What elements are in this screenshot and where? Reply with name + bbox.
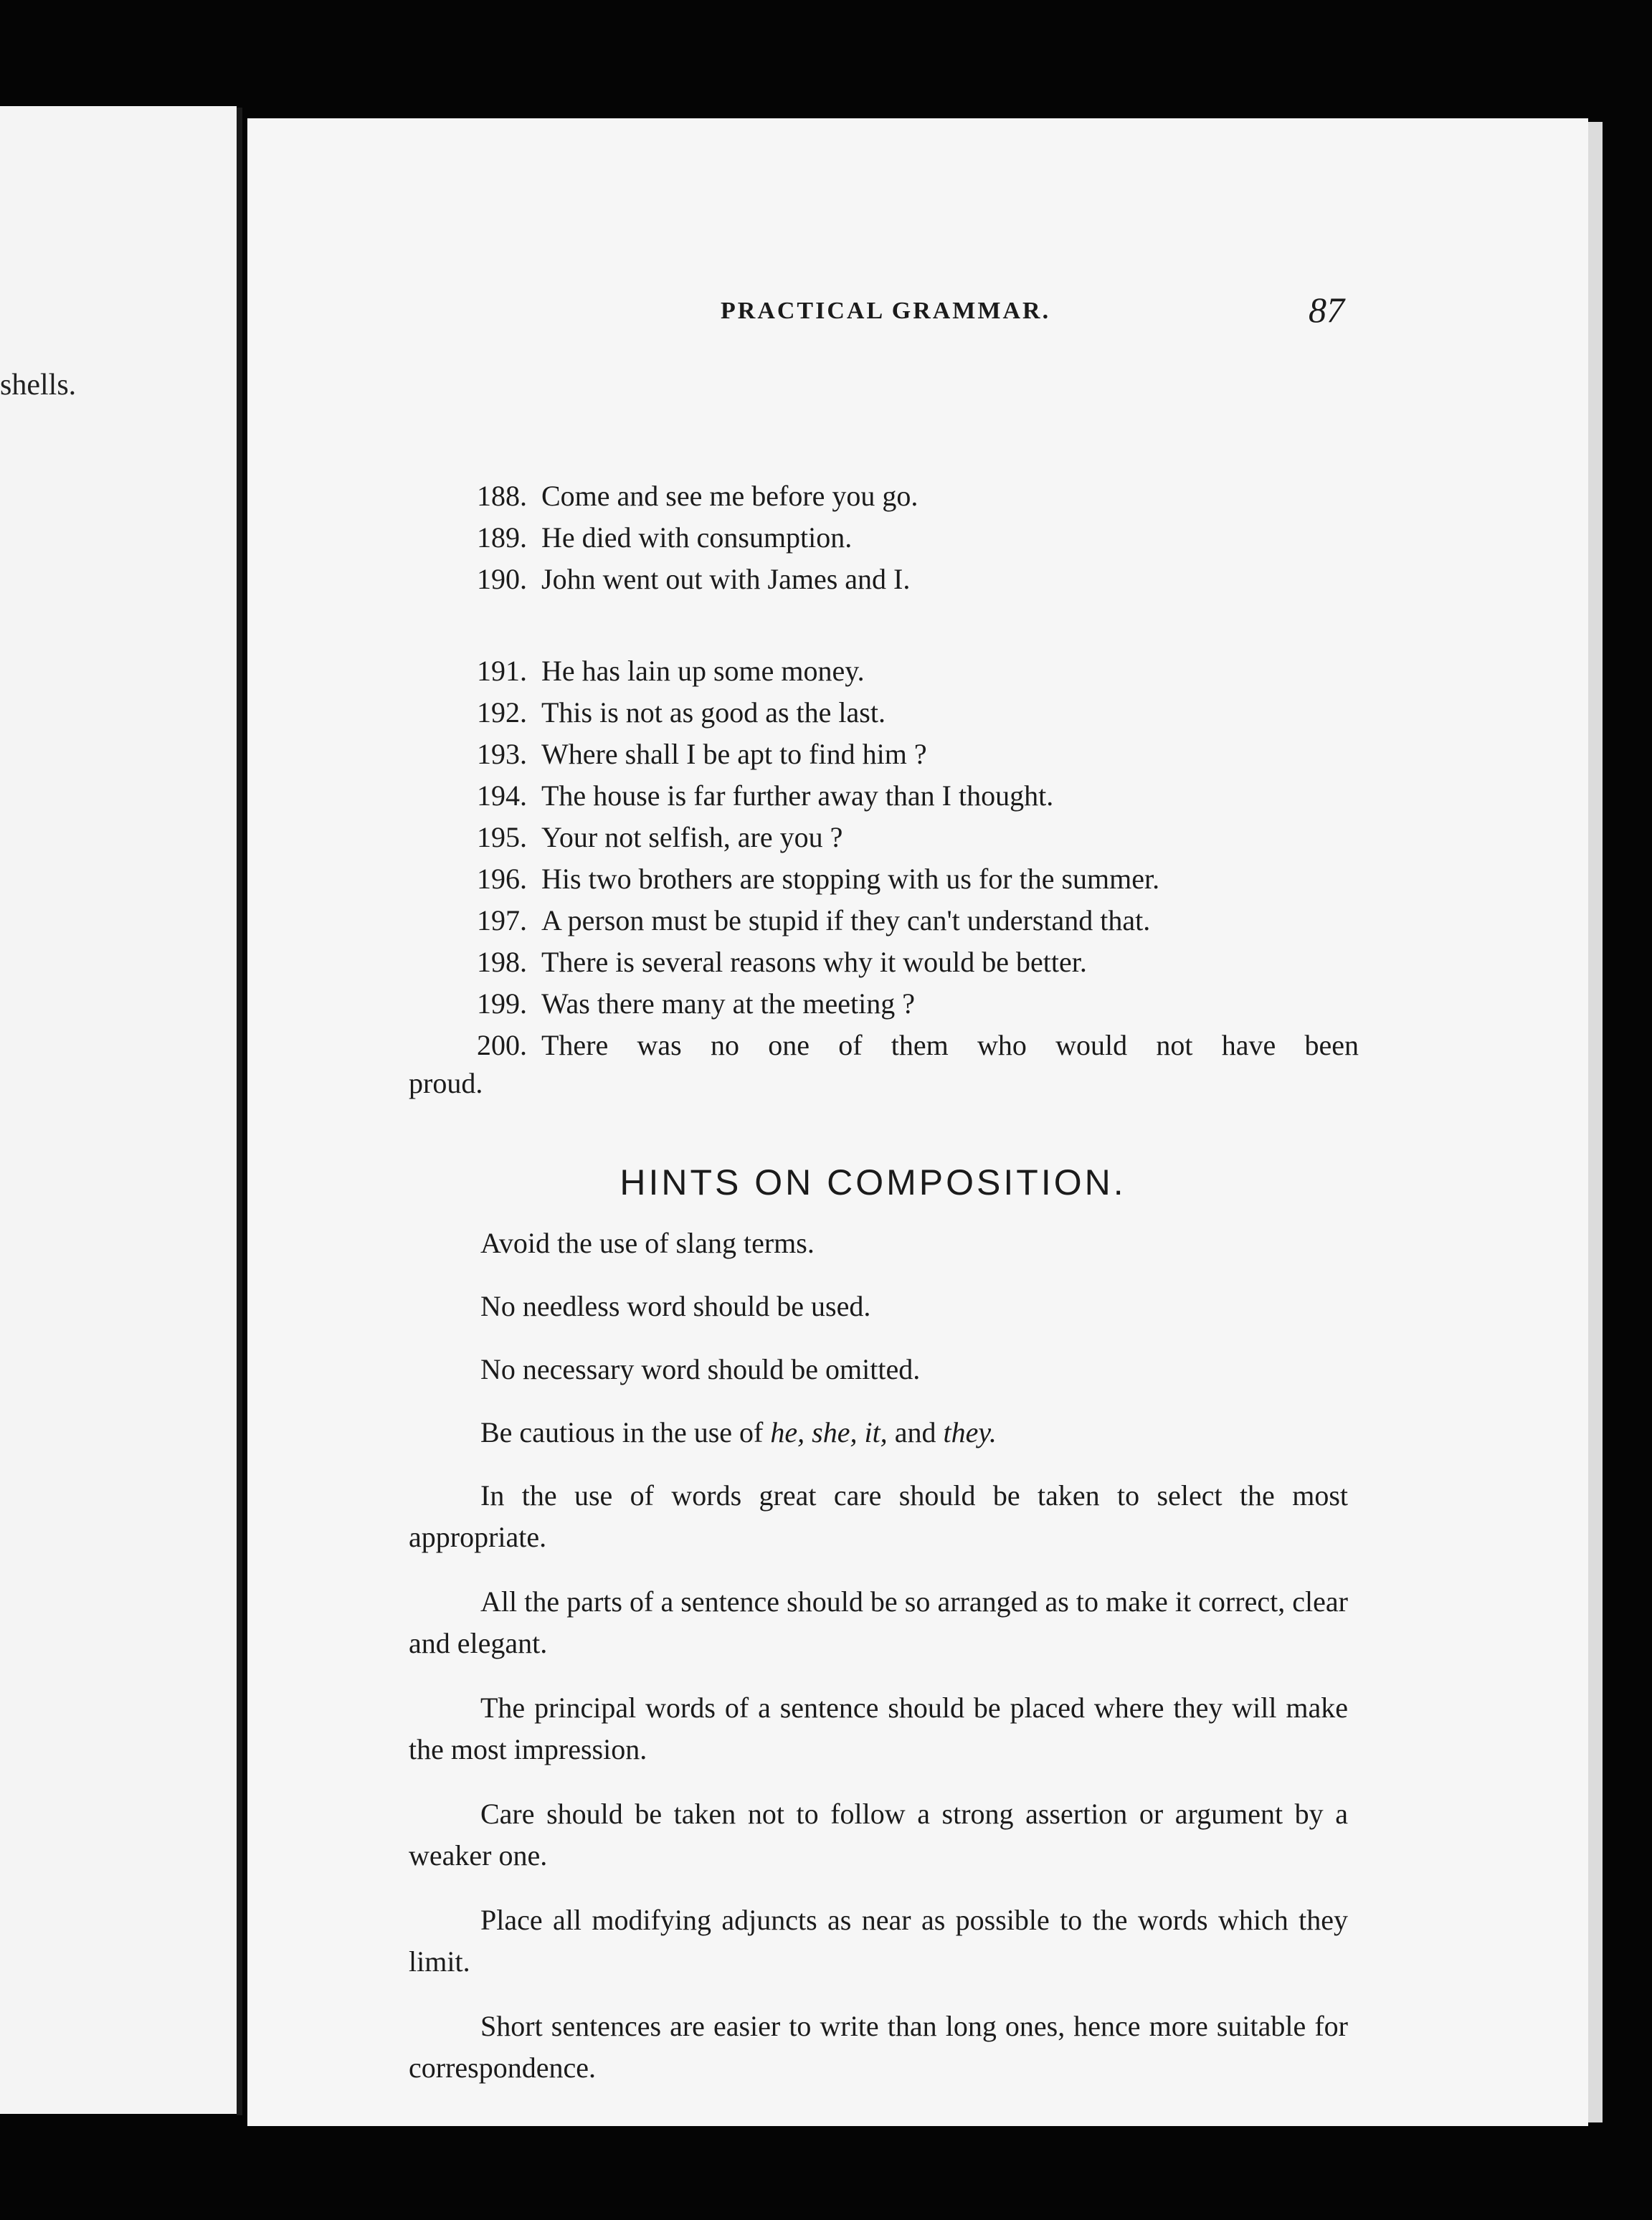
hint-italic-word: he, [770,1416,805,1448]
left-page-fragment: shells. [0,369,77,402]
exercise-number: 199. [477,987,527,1020]
exercise-text: Was there many at the meeting ? [541,987,916,1020]
page-header [247,290,1588,333]
exercise-item [247,817,1588,858]
hint-text: Be cautious in the use of [480,1416,771,1448]
hint-italic-word: she, [812,1416,858,1448]
hint-italic-word: they. [943,1416,997,1448]
exercise-number: 189. [477,521,527,554]
exercise-number: 200. [477,1029,527,1061]
exercise-number: 193. [477,738,527,770]
exercise-number: 194. [477,779,527,812]
page-number: 87 [1309,290,1344,330]
hint-paragraph: The principal words of a sentence should be placed where they will make the most impression. [409,1692,1348,1765]
running-head: PRACTICAL GRAMMAR. [721,298,1051,324]
exercise-text: A person must be stupid if they can't understand that. [541,904,1151,936]
hint-paragraph: Avoid the use of slang terms. [480,1227,815,1259]
exercise-item [247,734,1588,775]
exercise-text: Your not selfish, are you ? [541,821,843,853]
exercise-item [247,517,1588,559]
exercise-number: 188. [477,480,527,512]
exercise-text: His two brothers are stopping with us for the summer. [541,863,1160,895]
hint-paragraph [409,1412,1348,1453]
exercise-number: 197. [477,904,527,936]
exercise-number: 191. [477,655,527,687]
exercise-item [247,858,1588,900]
exercise-number: 196. [477,863,527,895]
exercise-text: He died with consumption. [541,521,853,554]
exercise-text: There is several reasons why it would be better. [541,946,1087,978]
exercise-item [247,475,1588,517]
exercise-item [247,983,1588,1025]
section-heading: HINTS ON COMPOSITION. [620,1162,1126,1202]
book-spine [237,108,242,2115]
exercise-text: John went out with James and I. [541,563,911,595]
hint-paragraph: No necessary word should be omitted. [480,1353,921,1385]
exercise-item [247,559,1588,600]
exercise-number: 195. [477,821,527,853]
hint-paragraph: In the use of words great care should be taken to select the most appropriate. [409,1479,1348,1553]
exercise-item [247,941,1588,983]
right-page [247,118,1588,2126]
left-page [0,106,237,2114]
hint-text: and [894,1416,936,1448]
hint-italic-word: it, [864,1416,888,1448]
hint-paragraph: Place all modifying adjuncts as near as possible to the words which they limit. [409,1904,1348,1978]
hint-paragraph: Care should be taken not to follow a strong assertion or argument by a weaker one. [409,1798,1348,1872]
exercise-item [247,692,1588,734]
hint-paragraph: All the parts of a sentence should be so arranged as to make it correct, clear and elegant. [409,1585,1348,1659]
exercise-number: 190. [477,563,527,595]
exercise-continuation: proud. [409,1067,483,1099]
hint-paragraph: Short sentences are easier to write than long ones, hence more suitable for correspondence. [409,2010,1348,2084]
exercise-item [247,775,1588,817]
exercise-text: Where shall I be apt to find him ? [541,738,927,770]
exercise-text: This is not as good as the last. [541,696,886,729]
exercise-item [247,900,1588,941]
exercise-number: 192. [477,696,527,729]
page-edge [1588,122,1603,2122]
exercise-item [247,650,1588,692]
exercise-text: There was no one of them who would not have been [541,1029,1359,1061]
exercise-text: He has lain up some money. [541,655,865,687]
hint-paragraph: No needless word should be used. [480,1290,871,1322]
exercise-number: 198. [477,946,527,978]
exercise-text: Come and see me before you go. [541,480,918,512]
exercise-text: The house is far further away than I thought. [541,779,1054,812]
exercise-item [247,1025,1588,1066]
